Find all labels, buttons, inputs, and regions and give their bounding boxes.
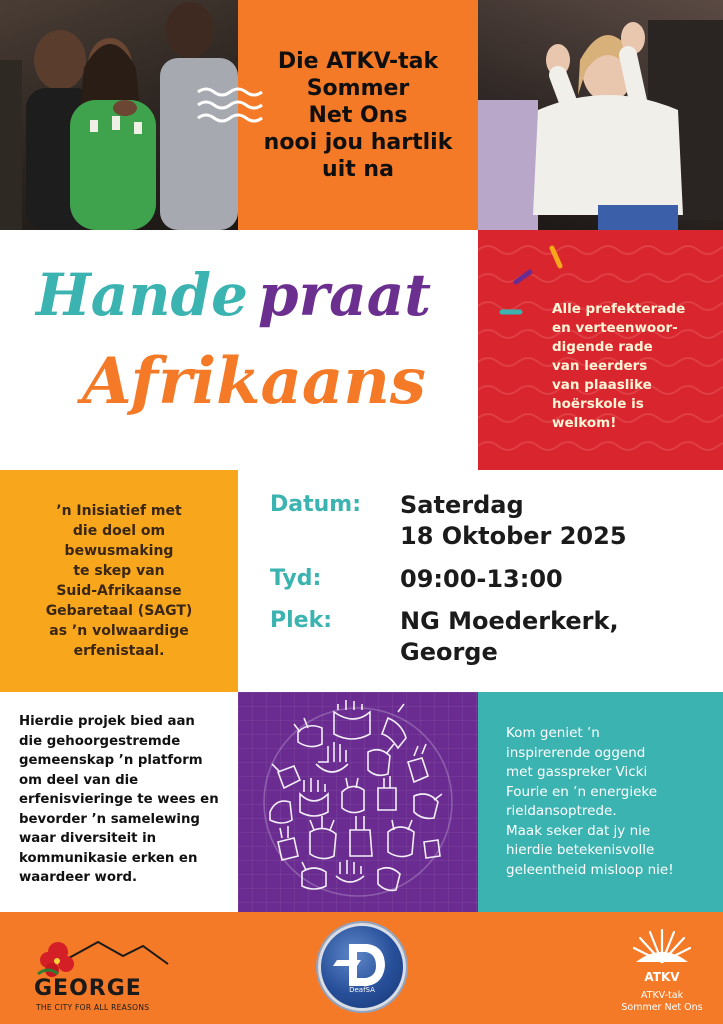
speaker-text: Kom geniet ’n inspirerende oggend met gasspreker Vicki Fourie en ’n energieke rieldansoptrede. Maak seker dat jy nie hierdie betekenisvolle geleentheid misloop nie! [506, 725, 674, 878]
invitation-text: Die ATKV-tak Sommer Net Ons nooi jou hartlik uit na [263, 48, 453, 182]
deafsa-logo-caption: DeafSA [349, 986, 375, 994]
time-value: 09:00-13:00 [400, 565, 563, 593]
title-word-afrikaans: Afrikaans [82, 344, 426, 419]
date-label: Datum: [270, 492, 362, 517]
deafsa-logo [318, 923, 406, 1011]
time-label: Tyd: [270, 566, 322, 591]
woman-photo-illustration [478, 0, 723, 230]
deafsa-d-icon [321, 926, 403, 1008]
george-logo-tagline: THE CITY FOR ALL REASONS [36, 1003, 150, 1012]
event-title-line1 [36, 261, 432, 329]
atkv-branch-line2: Sommer Net Ons [621, 1002, 703, 1013]
atkv-logo [612, 922, 712, 1022]
project-panel [0, 692, 238, 912]
atkv-branch-line1: ATKV-tak [640, 990, 684, 1001]
welcome-text: Alle prefekterade en verteenwoor- digende rade van leerders van plaaslike hoërskole is welkom! [552, 301, 686, 431]
welcome-panel [478, 230, 723, 470]
title-word-praat: praat [258, 261, 432, 329]
sign-language-hands-panel [238, 692, 478, 912]
place-value: NG Moederkerk, George [400, 607, 619, 666]
initiative-panel [0, 470, 238, 692]
atkv-sunburst-icon [612, 922, 712, 970]
george-municipality-logo [28, 934, 173, 1014]
photo-woman-signing [478, 0, 723, 230]
george-flower-mountain-icon [28, 934, 173, 980]
place-label: Plek: [270, 608, 333, 633]
title-word-hande: Hande [36, 261, 249, 329]
initiative-text: ’n Inisiatief met die doel om bewusmaking te skep van Suid-Afrikaanse Gebaretaal (SAGT) as ’n volwaardige erfenistaal. [45, 503, 193, 659]
event-title-panel [0, 230, 478, 470]
atkv-logo-name: ATKV [644, 970, 680, 984]
speaker-panel [478, 692, 723, 912]
date-value: Saterdag 18 Oktober 2025 [400, 491, 627, 550]
hands-circle-illustration [238, 692, 478, 912]
sponsors-footer [0, 912, 723, 1024]
project-description: Hierdie projek bied aan die gehoorgestremde gemeenskap ’n platform om deel van die erfenisvieringe te wees en bevorder ’n samelewing waar diversiteit in kommunikasie erken en waardeer word. [19, 714, 219, 885]
wave-lines-decoration [196, 84, 266, 126]
george-logo-name: GEORGE [34, 976, 142, 1001]
event-details-panel [238, 470, 723, 692]
invitation-panel [238, 0, 478, 230]
